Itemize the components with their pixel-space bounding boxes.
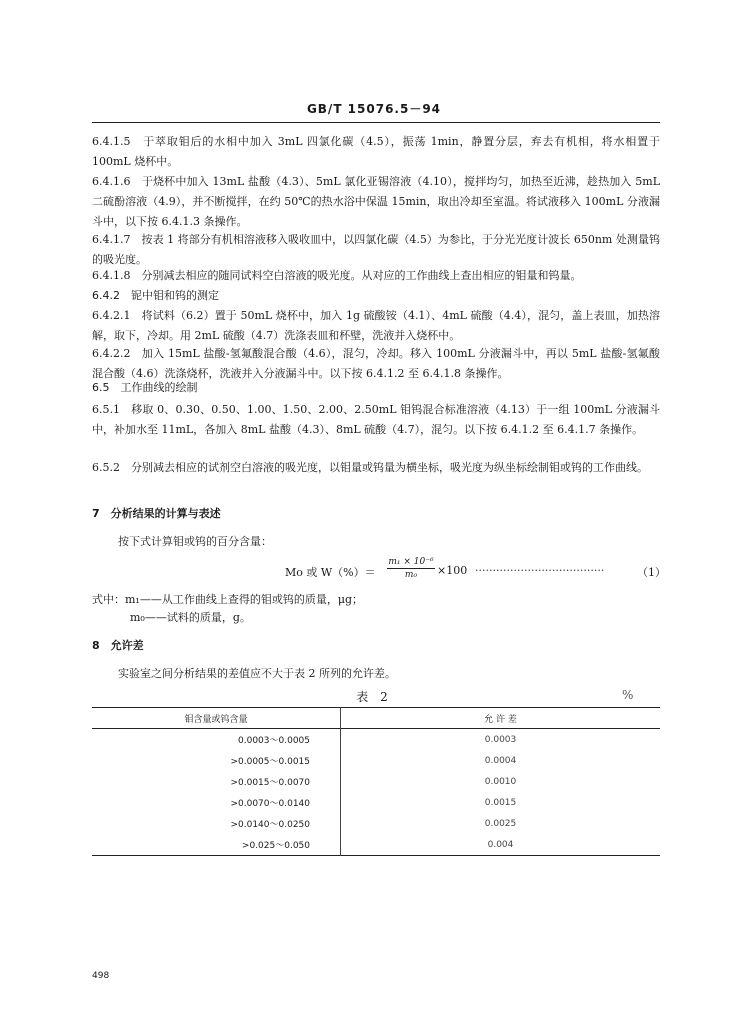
table-row (92, 792, 660, 813)
paragraph-7-intro: 按下式计算钼或钨的百分含量： (118, 535, 272, 548)
formula-numerator: m₁ × 10⁻⁶ (388, 557, 434, 567)
table-row (92, 750, 660, 771)
cell-content: >0.025～0.050 (92, 834, 341, 856)
cell-content: >0.0015～0.0070 (92, 771, 341, 792)
table-row (92, 813, 660, 834)
formula-leader-dots: ····································· (475, 564, 605, 577)
cell-allowance: 0.0004 (484, 755, 517, 766)
paragraph-6-4-1-7: 6.4.1.7 按表 1 将部分有机相溶液移入吸收皿中，以四氯化碳（4.5）为参比，于分光光度计波长 650nm 处测量钨的吸光度。 (92, 233, 660, 266)
paragraph-6-4-1-5: 6.4.1.5 于萃取钼后的水相中加入 3mL 四氯化碳（4.5），振荡 1min，静置分层，弃去有机相，将水相置于 100mL 烧杯中。 (92, 135, 660, 168)
paragraph-6-4-1-8: 6.4.1.8 分别减去相应的随同试料空白溶液的吸光度。从对应的工作曲线上查出相应的钼量和钨量。 (92, 269, 582, 282)
paragraph-6-4-2-2: 6.4.2.2 加入 15mL 盐酸-氢氟酸混合酸（4.6），混匀，冷却。移入 100mL 分液漏斗中，再以 5mL 盐酸-氢氟酸混合酸（4.6）洗涤烧杯，洗液并入分液漏斗中。以下按 6.4.1.2 至 6.4.1.8 条操作。 (92, 347, 660, 380)
paragraph-6-5-2: 6.5.2 分别减去相应的试剂空白溶液的吸光度，以钼量或钨量为横坐标，吸光度为纵坐标绘制钼或钨的工作曲线。 (92, 461, 648, 474)
table-caption: 表 2 (356, 690, 392, 704)
cell-allowance: 0.0025 (484, 818, 517, 829)
cell-content: >0.0140～0.0250 (92, 813, 341, 834)
formula-rhs: ×100 (437, 564, 468, 577)
page-number: 498 (92, 971, 110, 981)
paragraph-8: 实验室之间分析结果的差值应不大于表 2 所列的允许差。 (118, 667, 396, 680)
table-row (92, 834, 660, 856)
cell-content: 0.0003～0.0005 (92, 729, 341, 751)
table-row (92, 771, 660, 792)
where-m1: 式中：m₁——从工作曲线上查得的钼或钨的质量，μg； (92, 593, 364, 606)
heading-6-5: 6.5 工作曲线的绘制 (92, 381, 198, 394)
table-header-row (92, 708, 660, 729)
header-content: 钼含量或钨含量 (92, 708, 341, 729)
standard-header: GB/T 15076.5－94 (306, 102, 442, 116)
formula-1 (285, 556, 665, 586)
allowance-table (92, 707, 660, 856)
table-row (92, 729, 660, 751)
paragraph-6-4-2-1: 6.4.2.1 将试料（6.2）置于 50mL 烧杯中，加入 1g 硫酸铵（4.1）、4mL 硫酸（4.4），混匀，盖上表皿，加热溶解，取下，冷却。用 2mL 硫酸（4.7）洗涤表皿和杯壁，洗液并入烧杯中。 (92, 309, 660, 342)
equation-number: （1） (637, 566, 666, 579)
cell-allowance: 0.0003 (484, 734, 517, 745)
header-allowance: 允 许 差 (484, 714, 517, 725)
formula-lhs: Mo 或 W（%）＝ (285, 566, 376, 579)
formula-denominator: m₀ (404, 570, 418, 580)
cell-allowance: 0.004 (487, 839, 514, 850)
cell-content: >0.0070～0.0140 (92, 792, 341, 813)
table-unit: % (622, 688, 634, 702)
header-rule (92, 122, 660, 123)
heading-7: 7 分析结果的计算与表述 (92, 507, 221, 520)
paragraph-6-5-1: 6.5.1 移取 0、0.30、0.50、1.00、1.50、2.00、2.50mL 钼钨混合标准溶液（4.13）于一组 100mL 分液漏斗中，补加水至 11mL，各加入 8mL 盐酸（4.3）、8mL 硫酸（4.7），混匀。以下按 6.4.1.2 至 6.4.1.7 条操作。 (92, 403, 660, 436)
heading-6-4-2: 6.4.2 铌中钼和钨的测定 (92, 289, 219, 302)
cell-allowance: 0.0015 (484, 797, 517, 808)
cell-allowance: 0.0010 (484, 776, 517, 787)
cell-content: >0.0005～0.0015 (92, 750, 341, 771)
formula-fraction (387, 556, 435, 581)
paragraph-6-4-1-6: 6.4.1.6 于烧杯中加入 13mL 盐酸（4.3）、5mL 氯化亚锡溶液（4.10），搅拌均匀，加热至近沸，趁热加入 5mL 二硫酚溶液（4.9），并不断搅拌，在约 50℃的热水浴中保温 15min，取出冷却至室温。将试液移入 100mL 分液漏斗中，以下按 6.4.1.3 条操作。 (92, 175, 660, 228)
where-m0: m₀——试料的质量，g。 (130, 611, 251, 624)
heading-8: 8 允许差 (92, 639, 144, 652)
